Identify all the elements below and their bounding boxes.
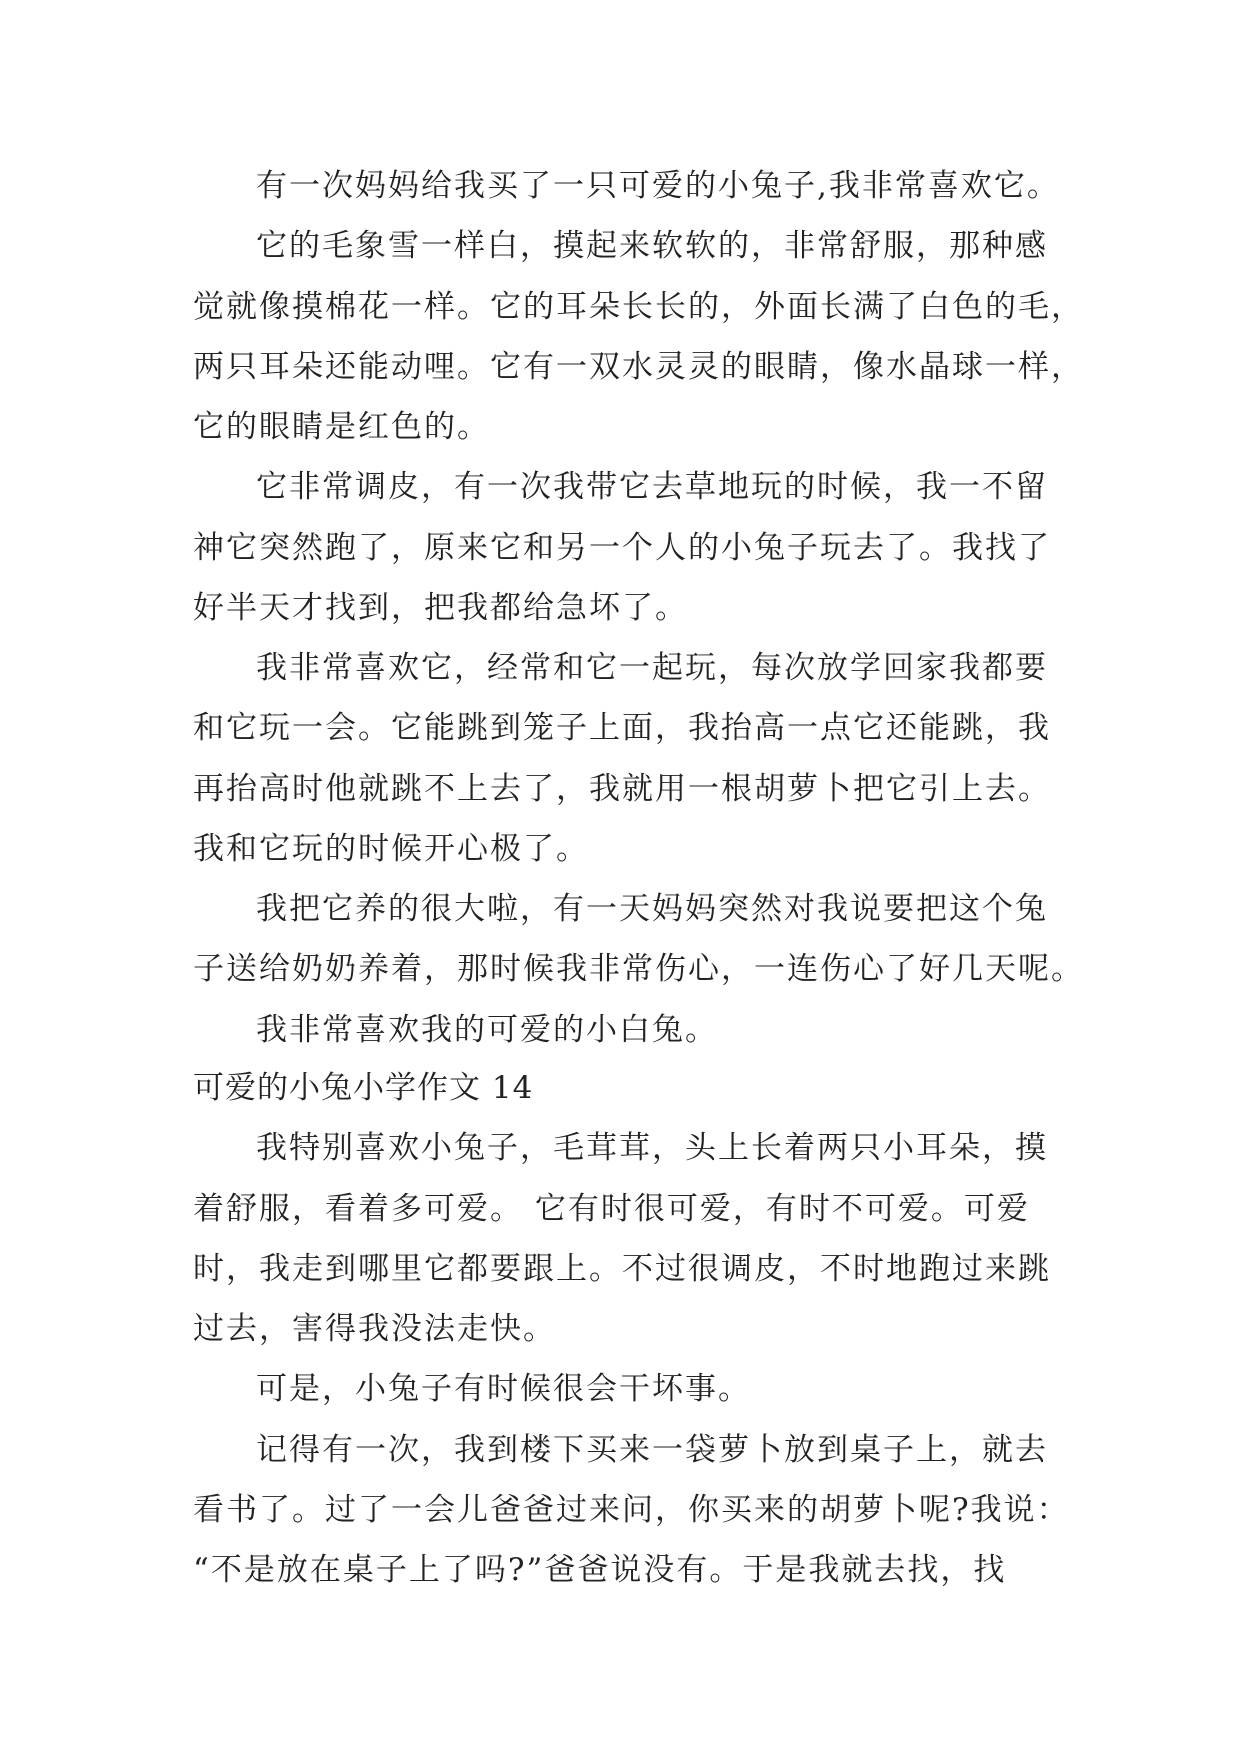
text-line: 我把它养的很大啦，有一天妈妈突然对我说要把这个兔 [256,891,1048,927]
text-line: 再抬高时他就跳不上去了，我就用一根胡萝卜把它引上去。 [193,771,1051,807]
text-line: 我和它玩的时候开心极了。 [193,831,589,867]
text-line: 记得有一次，我到楼下买来一袋萝卜放到桌子上，就去 [256,1432,1048,1468]
text-line: 好半天才找到，把我都给急坏了。 [193,590,688,626]
text-line: 我特别喜欢小兔子，毛茸茸，头上长着两只小耳朵，摸 [256,1130,1048,1166]
text-line: 我非常喜欢它，经常和它一起玩，每次放学回家我都要 [256,650,1048,686]
text-line: 着舒服，看着多可爱。 它有时很可爱，有时不可爱。可爱 [193,1191,1030,1227]
text-line: 我非常喜欢我的可爱的小白兔。 [256,1012,718,1048]
text-line: “不是放在桌子上了吗?”爸爸说没有。于是我就去找，找 [193,1552,1007,1588]
text-line: 子送给奶奶养着，那时候我非常伤心，一连伤心了好几天呢。 [193,951,1084,987]
text-line: 神它突然跑了，原来它和另一个人的小兔子玩去了。我找了 [193,530,1051,566]
text-line: 看书了。过了一会儿爸爸过来问，你买来的胡萝卜呢?我说： [193,1492,1070,1528]
text-line: 它非常调皮，有一次我带它去草地玩的时候，我一不留 [256,469,1048,505]
text-line: 时，我走到哪里它都要跟上。不过很调皮，不时地跑过来跳 [193,1251,1051,1287]
text-line: 它的眼睛是红色的。 [193,409,490,445]
text-line: 有一次妈妈给我买了一只可爱的小兔子,我非常喜欢它。 [256,168,1060,204]
section-heading: 可爱的小兔小学作文 14 [193,1070,534,1106]
text-line: 它的毛象雪一样白，摸起来软软的，非常舒服，那种感 [256,228,1048,264]
text-line: 两只耳朵还能动哩。它有一双水灵灵的眼睛，像水晶球一样， [193,349,1084,385]
text-line: 过去，害得我没法走快。 [193,1311,556,1347]
text-line: 和它玩一会。它能跳到笼子上面，我抬高一点它还能跳，我 [193,710,1051,746]
text-line: 觉就像摸棉花一样。它的耳朵长长的，外面长满了白色的毛， [193,289,1084,325]
text-line: 可是，小兔子有时候很会干坏事。 [256,1371,751,1407]
